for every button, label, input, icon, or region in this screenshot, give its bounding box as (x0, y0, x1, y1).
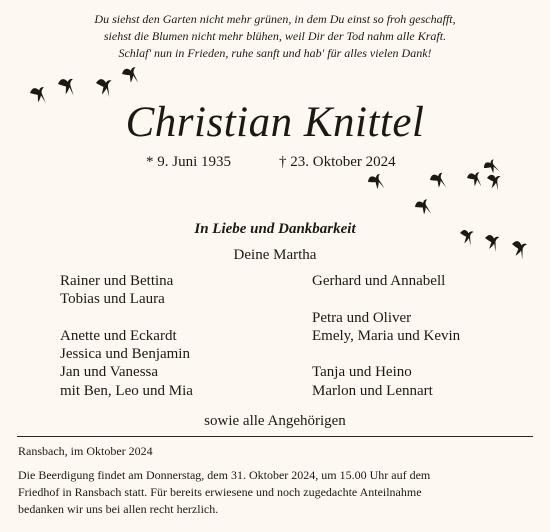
flying-bird-icon (482, 159, 500, 178)
mourner-line: Gerhard und Annabell (312, 273, 446, 289)
flying-bird-icon (486, 174, 501, 190)
mourner-line: Anette und Eckardt (60, 327, 177, 344)
mourners-heading: In Liebe und Dankbarkeit (194, 221, 356, 237)
poem-line: Du siehst den Garten nicht mehr grünen, in dem Du einst so froh geschafft, (94, 12, 456, 26)
notice-line: Die Beerdigung findet am Donnerstag, dem 31. Oktober 2024, um 15.00 Uhr auf dem (18, 468, 431, 482)
mourner-line: Jessica und Benjamin (60, 346, 190, 363)
mourner-line: Tanja und Heino (312, 364, 412, 381)
place-date: Ransbach, im Oktober 2024 (18, 444, 153, 458)
mourner-line: mit Ben, Leo und Mia (60, 382, 193, 399)
relatives-line: sowie alle Angehörigen (204, 413, 346, 429)
mourner-line: Jan und Vanessa (60, 364, 159, 381)
mourner-line: Petra und Oliver (312, 309, 412, 326)
funeral-notice (18, 467, 532, 518)
poem-line: Schlaf' nun in Frieden, ruhe sanft und hab' für alles vielen Dank! (118, 46, 432, 60)
flying-bird-icon (58, 78, 75, 97)
poem-line: siehst die Blumen nicht mehr blühen, weil Dir der Tod nahm alle Kraft. (103, 29, 447, 43)
mourner-line: Rainer und Bettina (60, 273, 174, 289)
mourner-spacer (312, 290, 460, 308)
deceased-name: Christian Knittel (125, 99, 425, 146)
mourner-spacer (60, 309, 193, 327)
flying-bird-icon (466, 172, 482, 190)
spouse-name: Deine Martha (233, 247, 317, 263)
poem (0, 11, 550, 62)
mourners-left-column (60, 272, 193, 400)
flying-bird-icon (121, 66, 139, 86)
notice-line: Friedhof in Ransbach statt. Für bereits erwiesene und noch zugedachte Anteilnahme (18, 485, 422, 499)
mourner-line: Emely, Maria und Kevin (312, 327, 461, 344)
mourner-spacer (312, 345, 460, 363)
birth-date: * 9. Juni 1935 (146, 154, 232, 170)
notice-line: bedanken wir uns bei allen recht herzlich. (18, 502, 219, 516)
death-date: † 23. Oktober 2024 (279, 154, 396, 170)
mourner-line: Marlon und Lennart (312, 382, 433, 399)
flying-bird-icon (414, 199, 433, 219)
flying-bird-icon (95, 79, 112, 98)
divider (17, 436, 533, 437)
flying-bird-icon (367, 173, 386, 193)
mourner-line: Tobias und Laura (60, 291, 165, 308)
flying-bird-icon (429, 172, 447, 191)
mourners-right-column (312, 272, 460, 400)
